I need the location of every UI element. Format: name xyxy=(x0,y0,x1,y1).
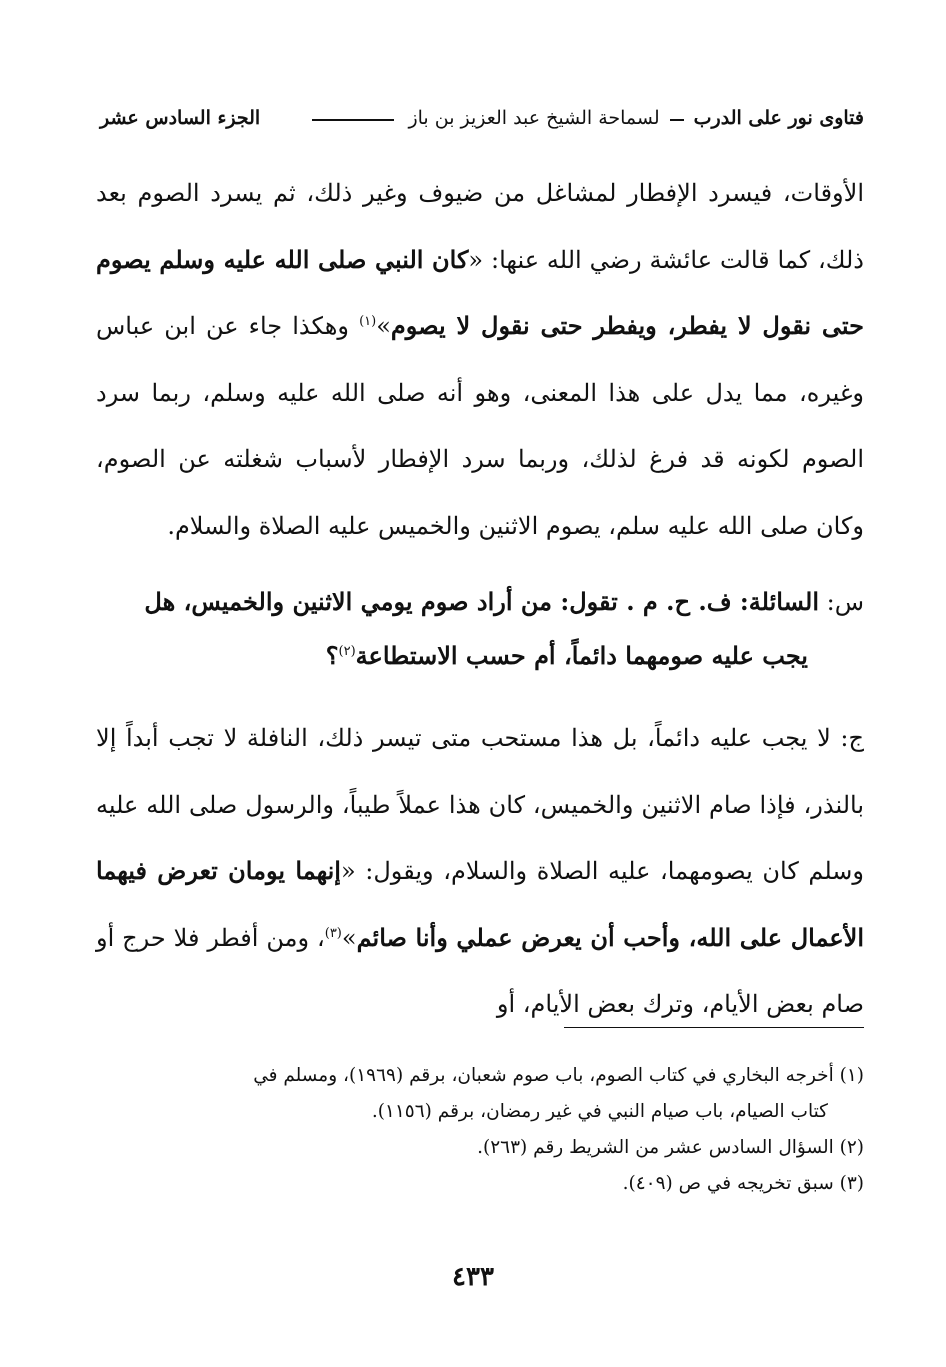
header-dash-separator xyxy=(670,119,684,121)
question-end: ؟ xyxy=(325,641,339,670)
footnote-1 xyxy=(96,1058,864,1130)
question-text-1: السائلة: ف. ح. م . تقول: من أراد صوم يومي الاثنين والخميس، هل xyxy=(144,587,819,616)
hadith-quote-1: كان النبي صلى الله عليه وسلم يصوم حتى نقول لا يفطر، ويفطر حتى نقول لا يصوم xyxy=(96,244,864,340)
quote-close-2: » xyxy=(341,923,357,952)
answer-paragraph xyxy=(96,705,864,1038)
hadith-quote-2: إنهما يومان تعرض فيهما الأعمال على الله، وأحب أن يعرض عملي وأنا صائم xyxy=(96,856,865,952)
question-prefix: س: xyxy=(818,588,864,616)
footnote-3-line-1: (٣) سبق تخريجه في ص (٤٠٩). xyxy=(622,1173,864,1194)
header-series-title: فتاوى نور على الدرب xyxy=(693,107,864,129)
answer-text-a: ج: لا يجب عليه دائماً، بل هذا مستحب متى تيسر ذلك، النافلة لا تجب أبداً إلا بالنذر، فإذا صام الاثنين والخميس، كان هذا عملاً طيباً، والرسول صلى الله عليه وسلم كان يصومهما، عليه الصلاة والسلام، ويقول: « xyxy=(96,724,865,885)
footnotes xyxy=(96,1058,864,1202)
header-volume: الجزء السادس عشر xyxy=(100,107,261,129)
footnote-ref-2: (٢) xyxy=(338,644,356,659)
paragraph-1-text-b: وهكذا جاء عن ابن عباس وغيره، مما يدل على هذا المعنى، وهو أنه صلى الله عليه وسلم، ربما سرد الصوم لكونه قد فرغ لذلك، وربما سرد الإفطار لأسباب شغلته عن الصوم، وكان صلى الله عليه سلم، يصوم الاثنين والخميس عليه الصلاة والسلام. xyxy=(96,312,865,540)
running-header xyxy=(100,98,864,138)
main-text xyxy=(96,160,864,1038)
question-block xyxy=(96,575,864,683)
footnote-2-line-1: (٢) السؤال السادس عشر من الشريط رقم (٢٦٣). xyxy=(477,1137,864,1158)
answer-text-b: ، ومن أفطر فلا حرج أو صام بعض الأيام، وترك بعض الأيام، أو xyxy=(96,923,864,1018)
footnote-3 xyxy=(96,1166,864,1202)
quote-close-1: » xyxy=(376,312,391,340)
question-text-2: يجب عليه صومهما دائماً، أم حسب الاستطاعة xyxy=(355,641,808,670)
header-author: لسماحة الشيخ عبد العزيز بن باز xyxy=(408,107,660,129)
footnote-divider xyxy=(564,1027,864,1028)
header-long-rule xyxy=(312,119,394,121)
footnote-2 xyxy=(96,1130,864,1166)
page-number: ٤٣٣ xyxy=(452,1262,494,1292)
footnote-1-line-2: كتاب الصيام، باب صيام النبي في غير رمضان، برقم (١١٥٦). xyxy=(371,1101,828,1122)
question-line-1 xyxy=(144,588,864,616)
footnote-ref-3: (٣) xyxy=(324,925,342,941)
question-line-2 xyxy=(96,629,864,683)
footnote-1-line-1: (١) أخرجه البخاري في كتاب الصوم، باب صوم شعبان، برقم (١٩٦٩)، ومسلم في xyxy=(253,1065,864,1086)
header-title-group xyxy=(304,107,864,129)
paragraph-1 xyxy=(96,160,864,559)
paragraph-1-text-a: الأوقات، فيسرد الإفطار لمشاغل من ضيوف وغير ذلك، ثم يسرد الصوم بعد ذلك، كما قالت عائشة رضي الله عنها: « xyxy=(96,179,864,274)
footnote-ref-1: (١) xyxy=(359,314,377,329)
